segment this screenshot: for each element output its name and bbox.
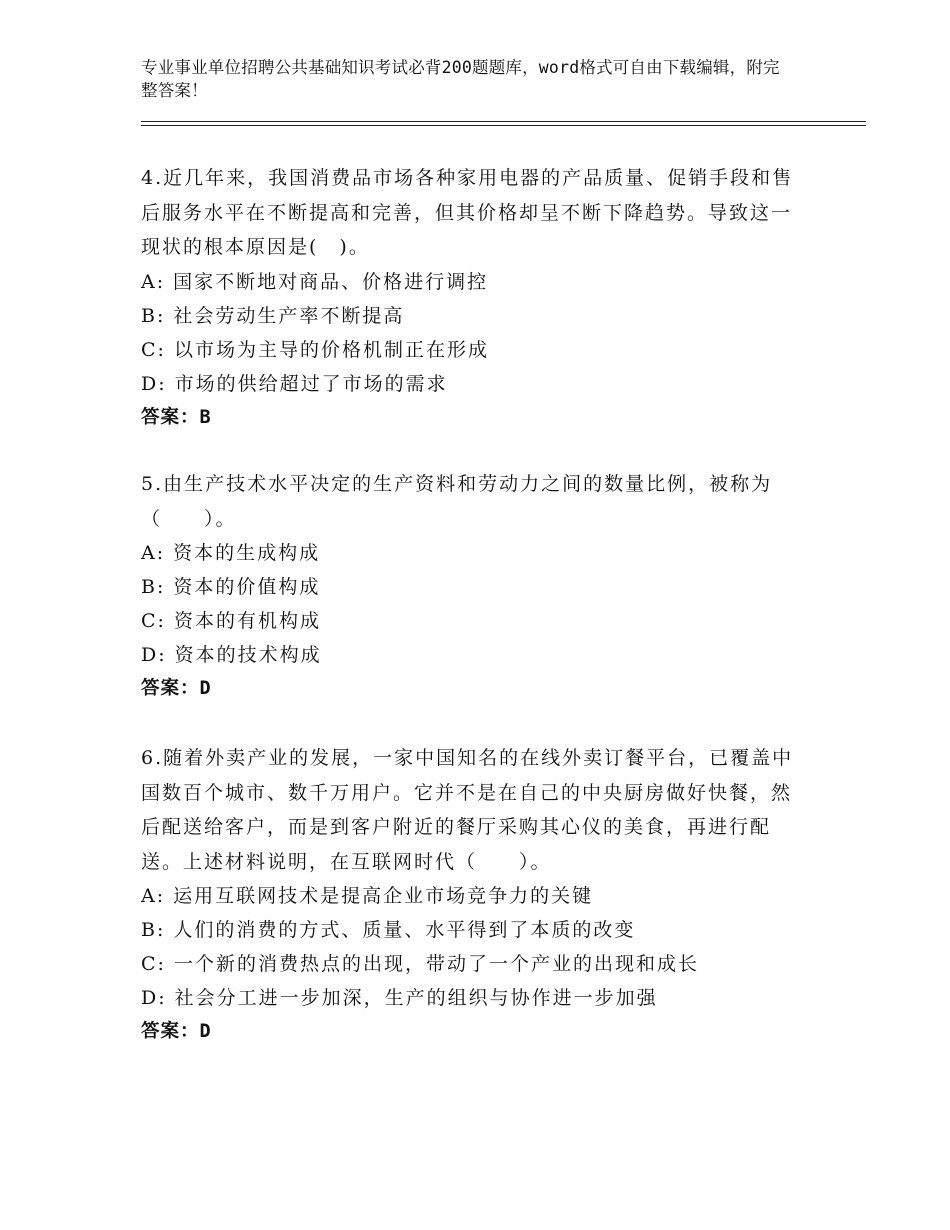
question-4 <box>141 161 801 435</box>
header-rule-top <box>141 121 866 122</box>
answer-label: 答案：B <box>141 406 212 428</box>
option-c: C: 一个新的消费热点的出现，带动了一个产业的出现和成长 <box>141 953 699 975</box>
option-d: D: 社会分工进一步加深，生产的组织与协作进一步加强 <box>141 987 658 1009</box>
option-b: B: 社会劳动生产率不断提高 <box>141 304 405 327</box>
answer-label: 答案：D <box>141 1021 212 1042</box>
option-a: A: 资本的生成构成 <box>141 542 321 564</box>
question-stem: 5.由生产技术水平决定的生产资料和劳动力之间的数量比例，被称为（ ）。 <box>141 473 773 530</box>
question-6 <box>141 741 801 1049</box>
option-c: C: 以市场为主导的价格机制正在形成 <box>141 338 489 361</box>
document-header: 专业事业单位招聘公共基础知识考试必背200题题库，word格式可自由下载编辑，附完整答案！ <box>141 58 780 100</box>
answer-label: 答案：D <box>141 678 212 699</box>
option-d: D: 市场的供给超过了市场的需求 <box>141 372 448 395</box>
option-b: B: 人们的消费的方式、质量、水平得到了本质的改变 <box>141 919 636 941</box>
question-5 <box>141 467 801 706</box>
option-d: D: 资本的技术构成 <box>141 644 322 666</box>
question-stem: 6.随着外卖产业的发展，一家中国知名的在线外卖订餐平台，已覆盖中国数百个城市、数千万用户。它并不是在自己的中央厨房做好快餐，然后配送给客户，而是到客户附近的餐厅采购其心仪的美食，再进行配送。上述材料说明，在互联网时代（ ）。 <box>141 747 794 873</box>
question-stem: 4.近几年来，我国消费品市场各种家用电器的产品质量、促销手段和售后服务水平在不断提高和完善，但其价格却呈不断下降趋势。导致这一现状的根本原因是( )。 <box>141 167 794 258</box>
option-a: A: 国家不断地对商品、价格进行调控 <box>141 270 489 293</box>
header-rule-bottom <box>141 125 866 126</box>
option-b: B: 资本的价值构成 <box>141 576 321 598</box>
option-a: A: 运用互联网技术是提高企业市场竞争力的关键 <box>141 885 594 907</box>
option-c: C: 资本的有机构成 <box>141 610 321 632</box>
